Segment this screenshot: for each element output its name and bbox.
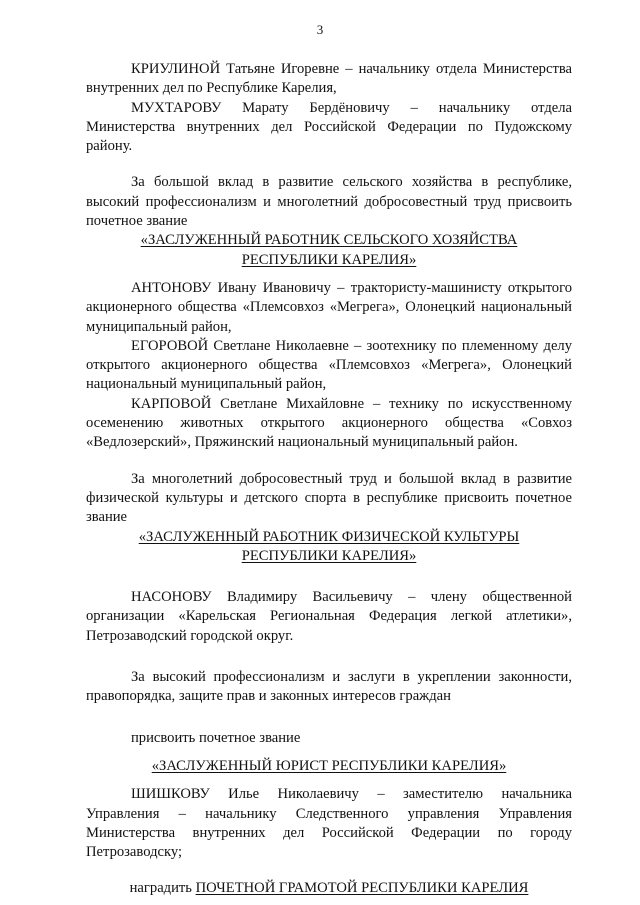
award-entry: [86, 395, 572, 453]
honorary-title-line: РЕСПУБЛИКИ КАРЕЛИЯ»: [241, 547, 417, 564]
recipient-name: МУХТАРОВУ Марату Бердёновичу: [131, 99, 390, 116]
assign-title-line: присвоить почетное звание: [131, 729, 301, 746]
recipient-name: НАСОНОВУ Владимиру Васильевичу: [131, 589, 393, 606]
honorary-title-line: РЕСПУБЛИКИ КАРЕЛИЯ»: [241, 251, 417, 268]
award-entry: [86, 99, 572, 157]
award-entry: [86, 588, 572, 646]
honorary-title: [86, 231, 572, 270]
award-line: [86, 879, 572, 898]
honorary-title: [86, 528, 572, 567]
recipient-name: КАРПОВОЙ Светлане Михайловне: [131, 395, 365, 412]
award-entry: [86, 279, 572, 337]
recipient-name: АНТОНОВУ Ивану Ивановичу: [131, 279, 331, 296]
award-entry: [86, 60, 572, 99]
recipient-name: ЕГОРОВОЙ Светлане Николаевне: [131, 337, 349, 354]
award-prefix: наградить: [129, 880, 196, 897]
award-title: ПОЧЕТНОЙ ГРАМОТОЙ РЕСПУБЛИКИ КАРЕЛИЯ: [195, 880, 529, 897]
award-reason-paragraph: За большой вклад в развитие сельского хозяйства в республике, высокий профессионализм и многолетний добросовестный труд присвоить почетное звание: [86, 174, 572, 230]
recipient-position: – заместителю начальника Управления – начальнику Следственного управления Управления Министерства внутренних дел Российской Федерации по городу Петрозаводску;: [86, 786, 572, 861]
recipient-position: – начальнику отдела Министерства внутренних дел Российской Федерации по Пудожскому району.: [86, 99, 572, 155]
honorary-title: [86, 757, 572, 776]
award-reason-paragraph: За многолетний добросовестный труд и большой вклад в развитие физической культуры и детского спорта в республике присвоить почетное звание: [86, 470, 572, 526]
award-reason-paragraph: За высокий профессионализм и заслуги в укреплении законности, правопорядка, защите прав и законных интересов граждан: [86, 669, 572, 705]
recipient-position: – начальнику отдела Министерства внутренних дел по Республике Карелия,: [86, 61, 572, 97]
recipient-position: – зоотехнику по племенному делу открытого акционерного общества «Племсовхоз «Мегрега», Олонецкий национальный муниципальный район,: [86, 337, 573, 393]
honorary-title-line: «ЗАСЛУЖЕННЫЙ РАБОТНИК СЕЛЬСКОГО ХОЗЯЙСТВА: [140, 232, 518, 249]
honorary-title-line: «ЗАСЛУЖЕННЫЙ РАБОТНИК ФИЗИЧЕСКОЙ КУЛЬТУРЫ: [138, 528, 520, 545]
recipient-position: – члену общественной организации «Карельская Региональная Федерация легкой атлетики», Петрозаводский городской округ.: [86, 589, 572, 644]
award-entry: [86, 337, 572, 395]
honorary-title-line: «ЗАСЛУЖЕННЫЙ ЮРИСТ РЕСПУБЛИКИ КАРЕЛИЯ»: [151, 757, 507, 774]
page-number: 3: [316, 22, 324, 37]
recipient-position: – технику по искусственному осеменению животных открытого акционерного общества «Совхоз «Ведлозерский», Пряжинский национальный муниципальный район.: [86, 395, 573, 451]
recipient-name: ШИШКОВУ Илье Николаевичу: [131, 786, 359, 803]
recipient-name: КРИУЛИНОЙ Татьяне Игоревне: [131, 61, 340, 77]
recipient-position: – трактористу-машинисту открытого акционерного общества «Племсовхоз «Мегрега», Олонецкий национальный муниципальный район,: [86, 279, 572, 335]
award-entry: [86, 785, 572, 862]
document-body: [86, 60, 572, 899]
